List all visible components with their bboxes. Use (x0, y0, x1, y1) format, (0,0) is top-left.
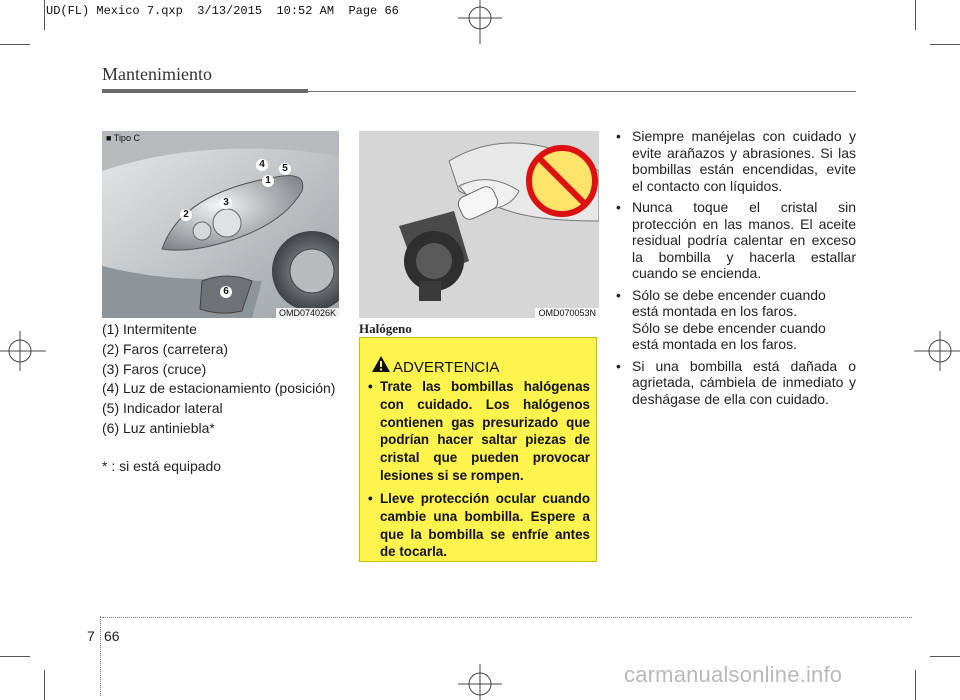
callout-3: 3 (220, 197, 232, 209)
bulb-illustration (359, 131, 599, 318)
callout-2: 2 (180, 209, 192, 221)
page-chapter: 7 (87, 628, 95, 644)
callout-6: 6 (220, 286, 232, 298)
warning-item (368, 378, 590, 485)
warning-item (368, 490, 590, 561)
list-item: (1) Intermitente (102, 321, 197, 337)
component-list (102, 320, 342, 439)
list-item-text: Sólo se debe encender cuando está montada en los faros. (632, 286, 826, 319)
watermark: carmanualsonline.info (624, 662, 843, 687)
list-item (612, 287, 856, 353)
warning-box (359, 337, 597, 562)
list-item (612, 199, 856, 282)
footer-rule (102, 617, 912, 618)
registration-mark-bottom (450, 664, 510, 700)
warning-item-text: Lleve protección ocular cuando cambie una bombilla. Espere a que la bombilla se enfríe antes de tocarla. (380, 491, 590, 560)
warning-triangle-icon (372, 356, 390, 372)
list-item: (6) Luz antiniebla* (102, 419, 215, 436)
list-item: (2) Faros (carretera) (102, 340, 229, 357)
figure-code-middle: OMD070053N (535, 308, 599, 318)
list-item-text: Si una bombilla está dañada o agrietada, cámbiela de inmediato y deshágase de ella con cuidado. (632, 357, 856, 407)
bullet: • (616, 357, 621, 374)
page-number: 66 (104, 628, 120, 644)
callout-4: 4 (256, 159, 268, 171)
figure-code-left: OMD074026K (276, 308, 339, 318)
footnote: * : si está equipado (102, 458, 222, 474)
figure-type-tag: ■ Tipo C (106, 133, 140, 143)
registration-mark-right (914, 326, 960, 376)
header-rule (308, 91, 856, 92)
footer-separator (100, 616, 102, 696)
list-item (612, 358, 856, 408)
handling-instructions (612, 128, 856, 412)
list-item-text: Siempre manéjelas con cuidado y evite arañazos y abrasiones. Si las bombillas están encendidas, evite el contacto con líquidos. (632, 128, 856, 194)
section-title: Mantenimiento (102, 64, 212, 84)
callout-5: 5 (279, 163, 291, 175)
list-item: (4) Luz de estacionamiento (posición) (102, 380, 336, 397)
bullet: • (368, 379, 373, 394)
print-header: UD(FL) Mexico 7.qxp 3/13/2015 10:52 AM Page 66 (46, 4, 399, 18)
header-rule-thick (102, 89, 308, 93)
bullet: • (616, 128, 621, 144)
registration-mark-top (450, 0, 510, 44)
warning-item-text: Trate las bombillas halógenas con cuidado. Los halógenos contienen gas presurizado que podrían hacer saltar piezas de cristal que pueden provocar lesiones si se rompen. (380, 379, 590, 483)
bullet: • (616, 199, 621, 215)
bullet: • (616, 286, 621, 303)
halogen-label: Halógeno (359, 321, 412, 336)
list-item: (5) Indicador lateral (102, 400, 223, 417)
list-item-text-repeat: Sólo se debe encender cuando está montada en los faros. (632, 319, 826, 352)
halogen-bulb-figure (359, 131, 599, 318)
registration-mark-left (0, 326, 46, 376)
callout-1: 1 (262, 175, 274, 187)
list-item: (3) Faros (cruce) (102, 360, 207, 377)
warning-title: ADVERTENCIA (393, 359, 500, 376)
bullet: • (368, 491, 373, 506)
headlamp-figure (102, 131, 339, 318)
list-item (612, 128, 856, 194)
list-item-text: Nunca toque el cristal sin protección en las manos. El aceite residual podría calentar en exceso la bombilla y hacerla estallar cuando se encienda. (632, 199, 856, 281)
